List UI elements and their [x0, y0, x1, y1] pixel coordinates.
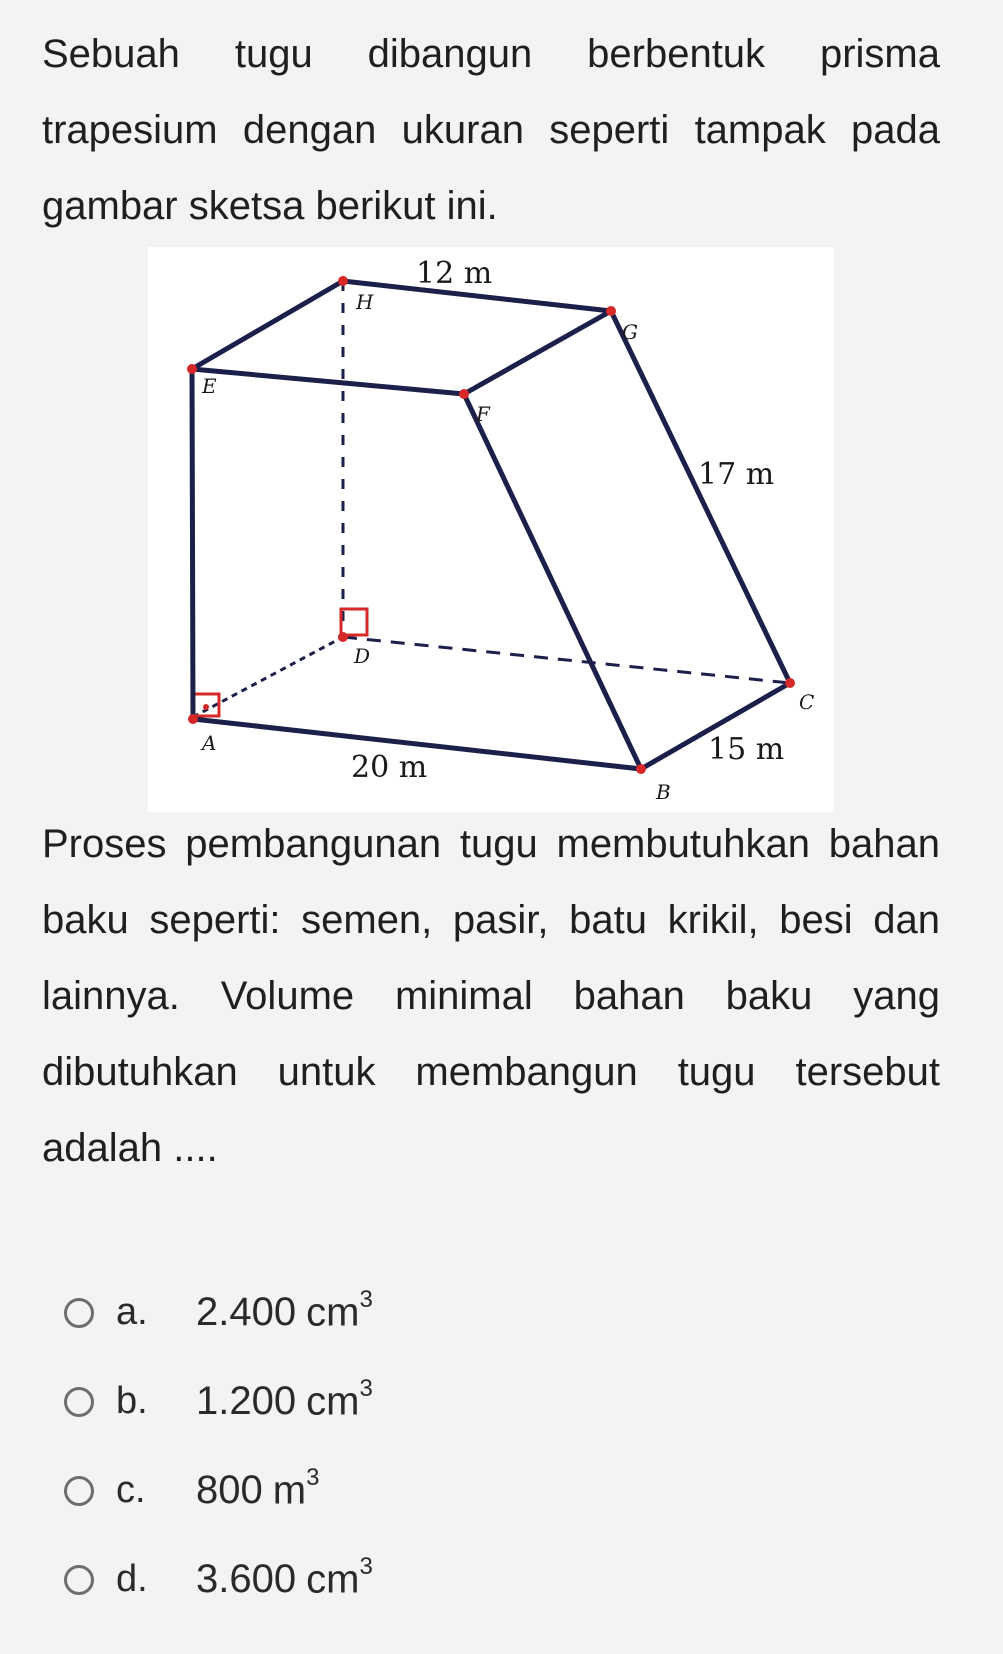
prism-sketch-figure	[148, 247, 834, 812]
edge-ef	[192, 369, 464, 394]
option-value: 1.200	[196, 1379, 297, 1423]
option-d[interactable]	[64, 1535, 864, 1624]
radio-c[interactable]	[64, 1476, 94, 1506]
option-value: 2.400	[196, 1290, 297, 1334]
question-paragraph-2: Proses pembangunan tugu membutuhkan bahan baku seperti: semen, pasir, batu krikil, besi dan lainnya. Volume minimal bahan baku yang dibutuhkan untuk membangun tugu tersebut adalah ....	[42, 822, 940, 1170]
radio-d[interactable]	[64, 1565, 94, 1595]
option-unit: $m^3$	[272, 1463, 320, 1513]
measure-bottom-label: 20 m	[351, 750, 428, 785]
measure-slant-label: 17 m	[698, 457, 775, 492]
vertex-label-b: B	[656, 780, 671, 804]
measure-depth-label: 15 m	[708, 732, 785, 767]
radio-a[interactable]	[64, 1298, 94, 1328]
vertex-dot-e	[187, 364, 197, 374]
option-letter: d.	[116, 1558, 148, 1600]
radio-b[interactable]	[64, 1387, 94, 1417]
vertex-label-e: E	[202, 374, 217, 398]
option-c[interactable]	[64, 1446, 864, 1535]
vertex-dot-a	[188, 714, 198, 724]
vertex-label-f: F	[476, 402, 490, 426]
option-b[interactable]	[64, 1357, 864, 1446]
vertex-dot-d	[338, 632, 348, 642]
edge-ad	[193, 637, 343, 717]
vertex-label-a: A	[202, 731, 217, 755]
option-letter: c.	[116, 1469, 146, 1511]
option-value: 800	[196, 1468, 263, 1512]
vertex-label-h: H	[356, 290, 374, 314]
option-unit: $cm^3$	[306, 1552, 373, 1602]
vertex-label-d: D	[354, 644, 371, 668]
option-unit: $cm^3$	[306, 1285, 373, 1335]
vertex-label-g: G	[622, 320, 638, 344]
edge-dc	[343, 637, 790, 683]
vertex-dot-h	[338, 276, 348, 286]
vertex-dot-f	[459, 389, 469, 399]
option-unit: $cm^3$	[306, 1374, 373, 1424]
vertex-label-c: C	[799, 690, 815, 714]
vertex-dot-g	[606, 306, 616, 316]
right-angle-marker-d	[341, 609, 367, 635]
edge-fg	[464, 311, 611, 394]
option-value: 3.600	[196, 1557, 297, 1601]
measure-top-label: 12 m	[416, 256, 493, 291]
vertex-dot-c	[785, 678, 795, 688]
prism-diagram	[148, 247, 834, 812]
option-letter: a.	[116, 1291, 148, 1333]
marker-dot-a	[203, 704, 209, 710]
edge-ea	[192, 369, 193, 719]
question-paragraph-1: Sebuah tugu dibangun berbentuk prisma trapesium dengan ukuran seperti tampak pada gambar sketsa berikut ini.	[42, 32, 940, 228]
edge-he	[192, 281, 343, 369]
option-a[interactable]	[64, 1268, 864, 1357]
answer-options	[64, 1268, 864, 1624]
vertex-dot-b	[636, 764, 646, 774]
edge-fb	[464, 394, 641, 769]
option-letter: b.	[116, 1380, 148, 1422]
edge-gc	[611, 311, 790, 683]
